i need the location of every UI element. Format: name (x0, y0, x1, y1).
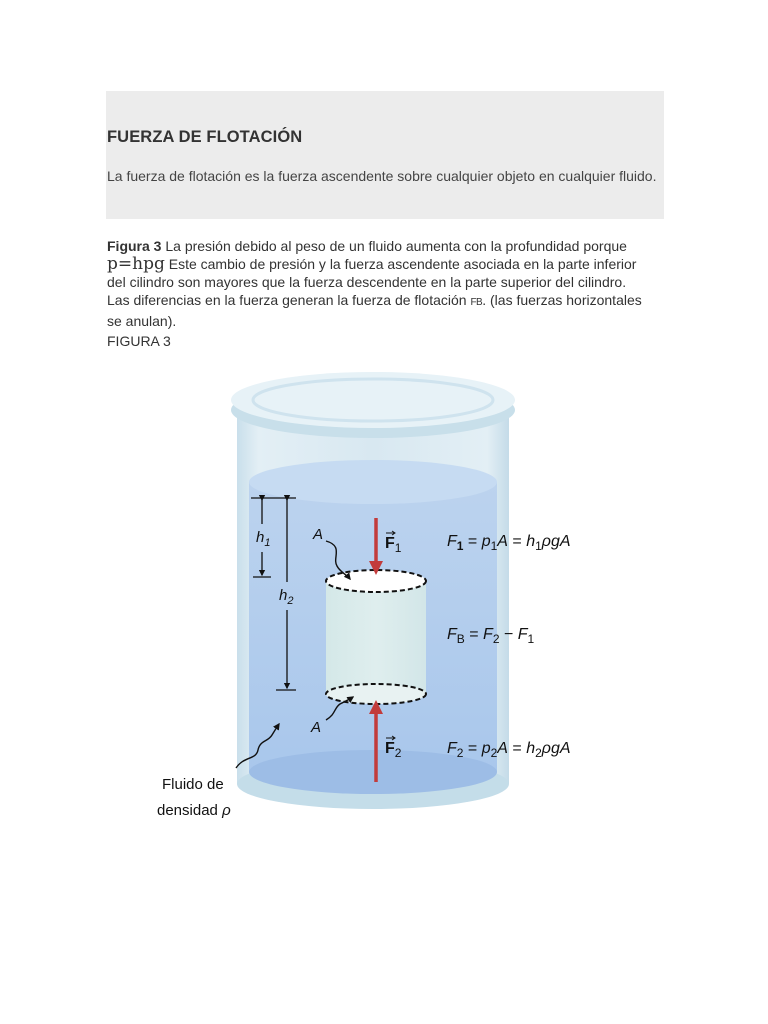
svg-text:F2: $F_2$ (385, 740, 402, 760)
equation-fb: $F_B = F_2 - F_1$ (447, 626, 535, 646)
area-bottom-label: A (311, 719, 322, 736)
fluid-label-line2: densidad ρ (157, 802, 231, 819)
caption-text-1: La presión debido al peso de un fluido aumenta con la profundidad porque (161, 238, 627, 254)
caption-text-2: Este cambio de presión y la fuerza ascendente asociada en la parte inferior del cilindro son mayores que la fuerza descendente en la parte superior del cilindro. Las diferencias en la fuerza generan la fuerza de flotación (107, 256, 637, 308)
equation-f1: $F_1 = p_1A = h_1\rho gA$ (447, 533, 571, 553)
figure-label: FIGURA 3 (107, 333, 171, 349)
section-description: La fuerza de flotación es la fuerza ascendente sobre cualquier objeto en cualquier fluido. (107, 168, 657, 184)
figure-reference: Figura 3 (107, 238, 162, 254)
buoyant-force-symbol: FB (470, 297, 483, 308)
pressure-formula: p=hpg (107, 254, 165, 274)
h2-label: $h_2$ (279, 587, 294, 607)
h1-label: $h_1$ (256, 529, 271, 549)
fluid-label-line1: Fluido de (162, 776, 224, 793)
section-title: FUERZA DE FLOTACIÓN (107, 128, 303, 146)
equation-f2: $F_2 = p_2A = h_2\rho gA$ (447, 740, 571, 760)
area-top-label: A (313, 526, 324, 543)
caption-text-3: . (las fuerzas horizontales se anulan). (107, 292, 642, 329)
submerged-cylinder (326, 570, 426, 704)
svg-text:F1: $F_1$ (385, 535, 402, 555)
